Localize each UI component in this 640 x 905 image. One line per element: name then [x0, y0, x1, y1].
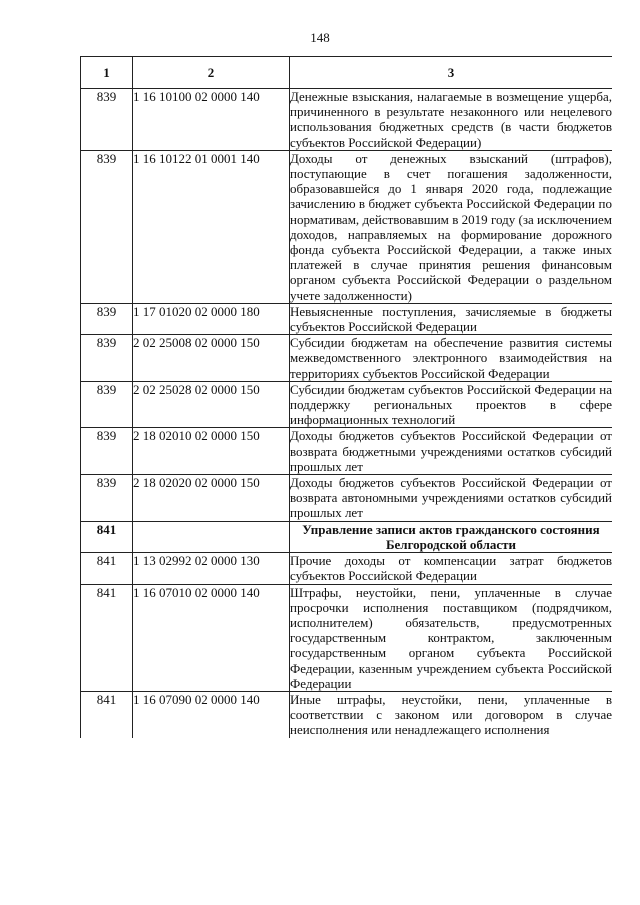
table-row: [81, 691, 613, 737]
budget-classification-code-cell: 1 16 07090 02 0000 140: [133, 691, 290, 737]
budget-classification-code-cell: 1 13 02992 02 0000 130: [133, 553, 290, 584]
administrator-code-cell: 839: [81, 303, 133, 334]
table-row: [81, 553, 613, 584]
administrator-code-cell: 839: [81, 475, 133, 522]
budget-revenue-table: [80, 56, 612, 738]
revenue-description-cell: Невыясненные поступления, зачисляемые в бюджеты субъектов Российской Федерации: [290, 303, 612, 335]
administrator-code-cell: 839: [81, 150, 133, 303]
administrator-code-cell: 839: [81, 428, 133, 475]
budget-classification-code-cell: 2 02 25028 02 0000 150: [133, 381, 290, 428]
budget-classification-code-cell: 2 02 25008 02 0000 150: [133, 335, 290, 382]
section-title-cell: Управление записи актов гражданского состояния Белгородской области: [290, 521, 613, 552]
administrator-code-cell: 841: [81, 521, 133, 552]
revenue-description-cell: Доходы бюджетов субъектов Российской Федерации от возврата бюджетными учреждениями остатков субсидий прошлых лет: [290, 428, 612, 474]
section-header-row: [81, 521, 613, 552]
column-header-2: 2: [133, 57, 290, 89]
administrator-code-cell: 841: [81, 691, 133, 737]
revenue-description-cell: Доходы от денежных взысканий (штрафов), поступающие в счет погашения задолженности, образовавшейся до 1 января 2020 года, подлежащие зачислению в бюджет субъекта Российской Федерации по нормативам, действовавшим в 2019 году (за исключением доходов, направляемых на формирование дорожного фонда субъекта Российской Федерации, а также иных платежей в случае принятия решения финансовым органом субъекта Российской Федерации о раздельном учете задолженности): [290, 150, 612, 303]
column-header-1: 1: [81, 57, 133, 89]
administrator-code-cell: 839: [81, 335, 133, 382]
table-row: [81, 428, 613, 475]
revenue-description-cell: Субсидии бюджетам субъектов Российской Федерации на поддержку региональных проектов в сфере информационных технологий: [290, 381, 612, 428]
revenue-description-cell: Субсидии бюджетам на обеспечение развития системы межведомственного электронного взаимодействия на территориях субъектов Российской Федерации: [290, 335, 612, 381]
table-row: [81, 303, 613, 334]
table-row: [81, 150, 613, 303]
revenue-description-cell: Денежные взыскания, налагаемые в возмещение ущерба, причиненного в результате незаконного или нецелевого использования бюджетных средств (в части бюджетов субъектов Российской Федерации): [290, 89, 612, 150]
administrator-code-cell: 841: [81, 584, 133, 691]
revenue-description-cell: Прочие доходы от компенсации затрат бюджетов субъектов Российской Федерации: [290, 553, 612, 584]
table-row: [81, 381, 613, 428]
revenue-description-cell: Штрафы, неустойки, пени, уплаченные в случае просрочки исполнения поставщиком (подрядчиком, исполнителем) обязательств, предусмотренных государственным контрактом, заключенным государственным органом субъекта Российской Федерации, казенным учреждением субъекта Российской Федерации: [290, 584, 612, 691]
header-row: [81, 57, 613, 89]
table-row: [81, 584, 613, 691]
administrator-code-cell: 839: [81, 89, 133, 151]
table-row: [81, 89, 613, 151]
budget-classification-code-cell: 2 18 02010 02 0000 150: [133, 428, 290, 475]
revenue-description-cell: Доходы бюджетов субъектов Российской Федерации от возврата автономными учреждениями остатков субсидий прошлых лет: [290, 475, 612, 521]
budget-classification-code-cell: 1 16 07010 02 0000 140: [133, 584, 290, 691]
budget-classification-code-cell: [133, 521, 290, 552]
administrator-code-cell: 841: [81, 553, 133, 584]
budget-classification-code-cell: 1 16 10100 02 0000 140: [133, 89, 290, 151]
column-header-3: 3: [290, 57, 613, 89]
table-row: [81, 475, 613, 522]
table-container: [80, 56, 612, 905]
table-body: [81, 89, 613, 738]
page-number: 148: [310, 30, 330, 45]
budget-classification-code-cell: 2 18 02020 02 0000 150: [133, 475, 290, 522]
administrator-code-cell: 839: [81, 381, 133, 428]
budget-classification-code-cell: 1 16 10122 01 0001 140: [133, 150, 290, 303]
budget-classification-code-cell: 1 17 01020 02 0000 180: [133, 303, 290, 334]
revenue-description-cell: Иные штрафы, неустойки, пени, уплаченные в соответствии с законом или договором в случае неисполнения или ненадлежащего исполнения: [290, 691, 612, 738]
table-row: [81, 335, 613, 382]
